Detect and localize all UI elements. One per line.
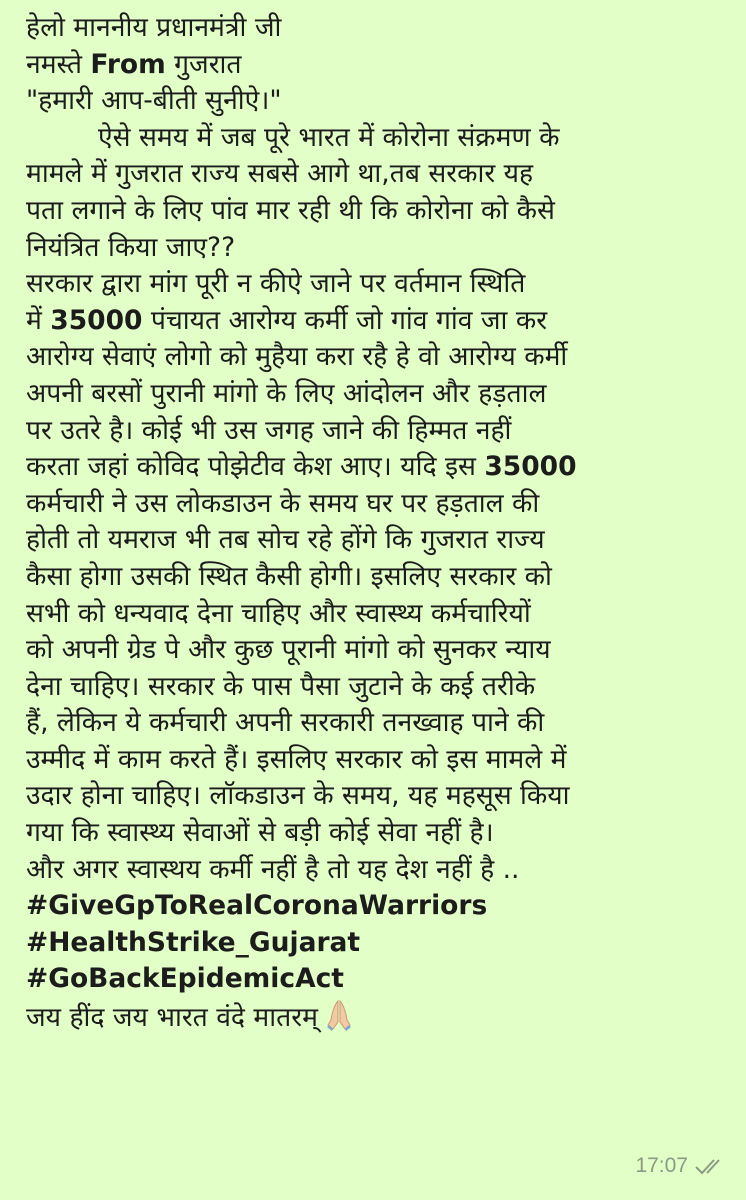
message-line: उम्मीद में काम करते हैं। इसलिए सरकार को इस मामले में <box>26 743 567 775</box>
message-line: हेलो माननीय प्रधानमंत्री जी <box>26 12 282 43</box>
message-line: अपनी बरसों पुरानी मांगो के लिए आंदोलन और हड़ताल <box>26 377 547 409</box>
hashtag-link[interactable]: #GiveGpToRealCoronaWarriors <box>26 890 488 922</box>
text-segment: नमस्ते <box>26 48 91 80</box>
message-line: नियंत्रित किया जाए?? <box>26 231 236 263</box>
text-segment: करता जहां कोविद पोझेटीव केश आए। यदि इस <box>26 451 485 483</box>
message-line: सरकार द्वारा मांग पूरी न कीऐ जाने पर वर्तमान स्थिति <box>26 268 526 300</box>
closing-text: जय हींद जय भारत वंदे मातरम् <box>26 1002 318 1034</box>
double-check-icon <box>694 1156 728 1176</box>
message-line: देना चाहिए। सरकार के पास पैसा जुटाने के कई तरीके <box>26 670 536 702</box>
message-line: को अपनी ग्रेड पे और कुछ पूरानी मांगो को सुनकर न्याय <box>26 634 551 666</box>
message-line: पर उतरे है। कोई भी उस जगह जाने की हिम्मत नहीं <box>26 414 512 446</box>
message-line: कर्मचारी ने उस लोकडाउन के समय घर पर हड़ताल की <box>26 487 540 519</box>
message-line: ऐसे समय में जब पूरे भारत में कोरोना संक्रमण के <box>98 121 560 153</box>
message-line: उदार होना चाहिए। लॉकडाउन के समय, यह महसूस किया <box>26 780 570 812</box>
message-line: सभी को धन्यवाद देना चाहिए और स्वास्थ्य कर्मचारियों <box>26 597 531 629</box>
message-time: 17:07 <box>635 1154 688 1177</box>
bold-text: 35000 <box>50 304 143 336</box>
hashtag-link[interactable]: #HealthStrike_Gujarat <box>26 926 361 958</box>
hashtag-link[interactable]: #GoBackEpidemicAct <box>26 963 344 995</box>
message-line: मामले में गुजरात राज्य सबसे आगे था,तब सरकार यह <box>26 158 534 190</box>
message-line: गया कि स्वास्थ्य सेवाओं से बड़ी कोई सेवा नहीं है। <box>26 817 494 849</box>
bold-text: From <box>90 48 166 80</box>
message-meta <box>635 1154 728 1178</box>
text-segment: में <box>26 304 51 336</box>
message-line <box>26 47 732 84</box>
message-line: और अगर स्वास्थय कर्मी नहीं है तो यह देश नहीं है .. <box>26 853 520 885</box>
message-line <box>26 998 732 1035</box>
message-line: पता लगाने के लिए पांव मार रही थी कि कोरोना को कैसे <box>26 194 555 226</box>
message-line <box>26 303 732 340</box>
bold-text: 35000 <box>484 451 577 483</box>
text-segment: गुजरात <box>165 48 242 80</box>
message-line: हैं, लेकिन ये कर्मचारी अपनी सरकारी तनख्वाह पाने की <box>26 707 545 739</box>
message-line: कैसा होगा उसकी स्थित कैसी होगी। इसलिए सरकार को <box>26 560 552 592</box>
message-line: "हमारी आप-बीती सुनीऐ।" <box>26 85 282 117</box>
message-line <box>26 449 732 486</box>
text-segment: पंचायत आरोग्य कर्मी जो गांव गांव जा कर <box>142 304 548 336</box>
message-line: आरोग्य सेवाएं लोगो को मुहैया करा रहै हे वो आरोग्य कर्मी <box>26 341 568 373</box>
message-line: होती तो यमराज भी तब सोच रहे होंगे कि गुजरात राज्य <box>26 524 545 556</box>
folded-hands-emoji <box>324 998 354 1032</box>
